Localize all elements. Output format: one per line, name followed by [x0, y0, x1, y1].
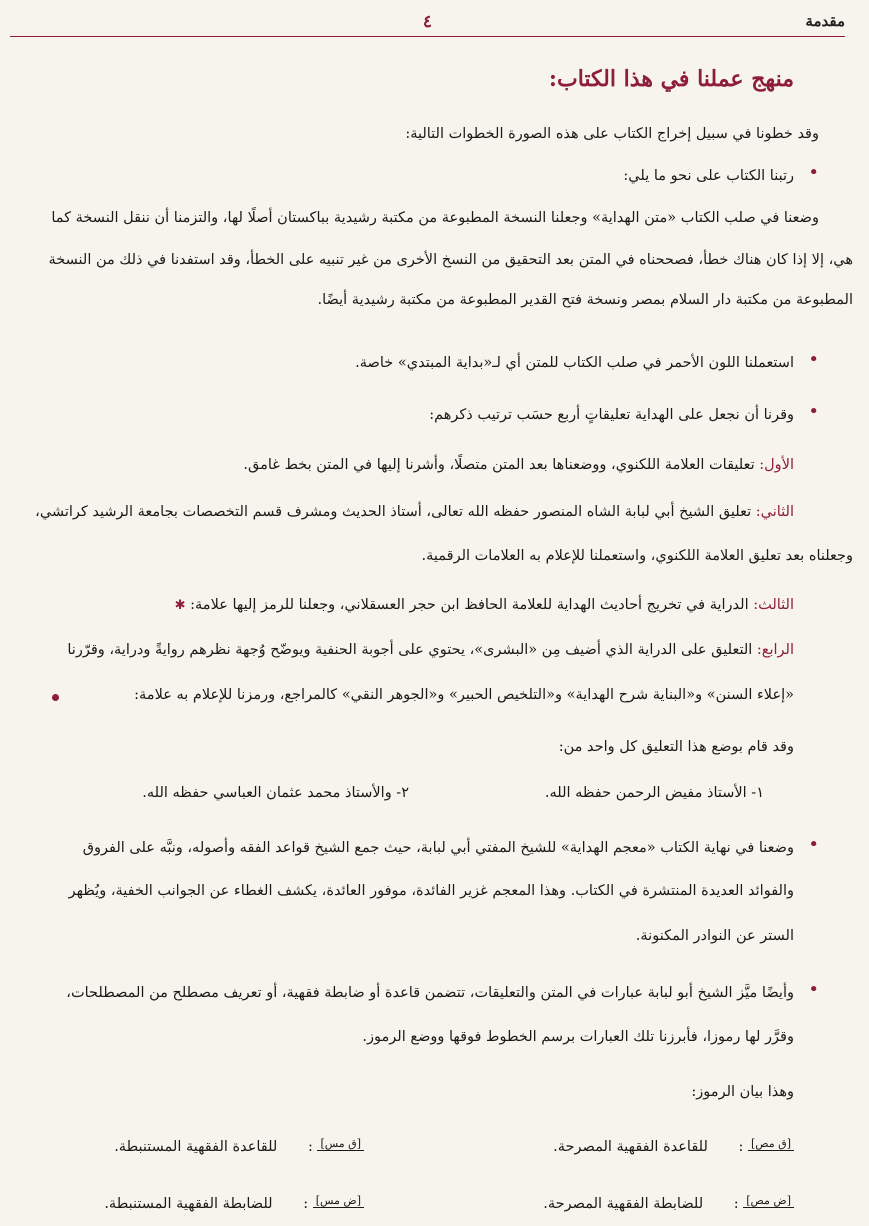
bullet4-line-1: وضعنا في نهاية الكتاب «معجم الهداية» للشيخ المفتي أبي لبابة، حيث جمع الشيخ قواعد الفقه وأصوله، ونبَّه على الفروق [82, 840, 794, 856]
commentary-first-text: تعليقات العلامة اللكنوي، ووضعناها بعد المتن متصلًا، وأشرنا إليها في المتن بخط غامق. [243, 457, 755, 473]
commentary-third-label: الثالث: [753, 597, 794, 613]
commentary-second-line-1: تعليق الشيخ أبي لبابة الشاه المنصور حفظه الله تعالى، أستاذ الحديث ومشرف قسم التخصصات بجامعة الرشيد كراتشي، [35, 504, 752, 520]
symbol-row-3 [543, 1194, 794, 1214]
bullet1-line-3: المطبوعة من مكتبة دار السلام بمصر ونسخة فتح القدير المطبوعة من مكتبة رشيدية أيضًا. [317, 292, 853, 308]
bullet1-head: رتبنا الكتاب على نحو ما يلي: [623, 168, 794, 184]
symbol-colon: : [738, 1139, 744, 1155]
symbol-code: [ض مص] [743, 1194, 794, 1208]
commentary-third [175, 595, 794, 616]
bullet3-head: وقرنا أن نجعل على الهداية تعليقاتٍ أربع حسَب ترتيب ذكرهم: [429, 407, 794, 423]
bullet4-line-3: الستر عن النوادر المكنونة. [635, 928, 794, 944]
commentary-fourth-line-1: التعليق على الدراية الذي أضيف مِن «البشرى»، يحتوي على أجوبة الحنفية ويوضّح وُجهة نظرهم روايةً ودراية، وقرّرنا [67, 642, 753, 658]
bushra-dot-icon [52, 694, 59, 701]
symbol-colon: : [733, 1196, 739, 1212]
commentary-second [35, 502, 794, 522]
bullet5-line-1: وأيضًا ميَّز الشيخ أبو لبابة عبارات في المتن والتعليقات، تتضمن قاعدة أو ضابطة فقهية، أو تعريف مصطلح من المصطلحات، [66, 985, 794, 1001]
bullet1-line-2: هي، إلا إذا كان هناك خطأ، فصححناه في المتن بعد التحقيق من النسخ الأخرى من غير تنبيه على الخطأ، وقد استفدنا في ذلك من النسخة [48, 252, 853, 268]
symbol-code: [ض مس] [313, 1194, 364, 1208]
page-header [10, 12, 845, 38]
symbol-desc: للقاعدة الفقهية المصرحة. [553, 1139, 708, 1155]
bullet-marker: • [808, 349, 819, 370]
page-number: ٤ [422, 12, 433, 32]
bullet-marker: • [808, 834, 819, 855]
symbol-code: [ق مس] [317, 1137, 364, 1151]
intro-text: وقد خطونا في سبيل إخراج الكتاب على هذه الصورة الخطوات التالية: [405, 126, 819, 142]
commentary-fourth-label: الرابع: [756, 642, 794, 658]
chapter-title: مقدمة [805, 12, 845, 30]
bullet5-line-2: وقرَّر لها رموزا، فأبرزنا تلك العبارات برسم الخطوط فوقها ووضع الرموز. [362, 1029, 794, 1045]
bullet1-line-1: وضعنا في صلب الكتاب «متن الهداية» وجعلنا النسخة المطبوعة من مكتبة رشيدية بباكستان أصلًا لها، والتزمنا أن ننقل النسخة كما [51, 210, 819, 226]
symbol-colon: : [303, 1196, 309, 1212]
symbol-desc: للضابطة الفقهية المستنبطة. [104, 1196, 273, 1212]
section-title: منهج عملنا في هذا الكتاب: [548, 66, 794, 92]
symbol-desc: للقاعدة الفقهية المستنبطة. [114, 1139, 278, 1155]
symbols-intro: وهذا بيان الرموز: [691, 1084, 794, 1100]
bullet4-line-2: والفوائد العديدة المنتشرة في الكتاب. وهذا المعجم غزير الفائدة، موفور العائدة، يكشف الغطاء عن الجوانب الخفية، ويُظهر [68, 883, 794, 899]
symbol-desc: للضابطة الفقهية المصرحة. [543, 1196, 704, 1212]
symbol-code: [ق مص] [748, 1137, 794, 1151]
contributor-2: ٢- والأستاذ محمد عثمان العباسي حفظه الله. [142, 785, 409, 801]
dirayah-star-icon: ✱ [174, 598, 186, 613]
bullet-marker: • [808, 979, 819, 1000]
header-rule [10, 36, 845, 37]
commentary-second-label: الثاني: [755, 504, 794, 520]
symbol-row-4 [104, 1194, 364, 1214]
commentary-fourth [67, 640, 794, 660]
commentary-second-line-2: وجعلناه بعد تعليق العلامة اللكنوي، واستعملنا للإعلام به العلامات الرقمية. [421, 548, 853, 564]
commentary-first [243, 455, 794, 475]
contributors-intro: وقد قام بوضع هذا التعليق كل واحد من: [558, 739, 794, 755]
commentary-first-label: الأول: [759, 457, 794, 473]
bullet-marker: • [808, 401, 819, 422]
symbol-row-1 [553, 1137, 794, 1157]
bullet2-text: استعملنا اللون الأحمر في صلب الكتاب للمتن أي لـ«بداية المبتدي» خاصة. [355, 355, 794, 371]
bullet-marker: • [808, 162, 819, 183]
commentary-fourth-line-2: «إعلاء السنن» و«البناية شرح الهداية» و«التلخيص الحبير» و«الجوهر النقي» كالمراجع، ورمزنا للإعلام به علامة: [134, 687, 794, 703]
commentary-third-text: الدراية في تخريج أحاديث الهداية للعلامة الحافظ ابن حجر العسقلاني، وجعلنا للرمز إليها علامة: [190, 597, 749, 613]
symbol-row-2 [114, 1137, 364, 1157]
contributor-1: ١- الأستاذ مفيض الرحمن حفظه الله. [544, 785, 764, 801]
symbol-colon: : [307, 1139, 313, 1155]
